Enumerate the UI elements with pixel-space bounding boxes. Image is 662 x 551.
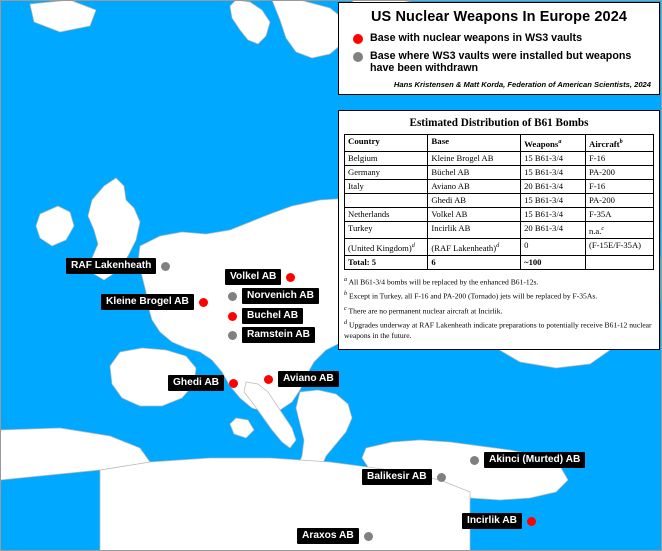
legend-item-gray-label: Base where WS3 vaults were installed but weapons have been withdrawn [370,49,632,74]
footnote-b: $^b$ Except in Turkey, all F-16 and PA-200 (Tornado) jets will be replaced by F-35As. [344,290,598,301]
source-credit: Hans Kristensen & Matt Korda, Federation of American Scientists, 2024 [393,79,651,89]
legend-item-gray [347,50,651,75]
base-marker-red-icon [527,517,536,526]
legend-item-red [347,32,651,45]
map-label-volkel-ab[interactable] [225,269,295,285]
base-marker-red-icon [264,375,273,384]
th-country: Country [345,135,428,152]
base-marker-red-icon [286,273,295,282]
map-label-text: Araxos AB [297,528,359,544]
map-label-raf-lakenheath[interactable] [66,258,170,274]
table-row: (United Kingdom)$^d$ (RAF Lakenheath)$^d$ 0 (F-15E/F-35A) [345,238,654,255]
map-label-norvenich-ab[interactable] [228,288,319,304]
map-label-text: Ramstein AB [242,327,315,343]
base-marker-gray-icon [470,456,479,465]
map-label-text: RAF Lakenheath [66,258,156,274]
base-marker-red-icon [229,379,238,388]
table-row: Netherlands Volkel AB 15 B61-3/4 F-35A [345,207,654,221]
table-row: Ghedi AB 15 B61-3/4 PA-200 [345,193,654,207]
base-marker-gray-icon [161,262,170,271]
table-footnotes [344,275,654,341]
footnote-a: $^a$ All B61-3/4 bombs will be replaced by the enhanced B61-12s. [344,275,539,287]
footnote-c: $^c$ There are no permanent nuclear aircraft at Incirlik. [344,304,503,316]
map-label-ramstein-ab[interactable] [228,327,315,343]
base-marker-gray-icon [228,331,237,340]
table-title: Estimated Distribution of B61 Bombs [409,117,589,129]
map-label-aviano-ab[interactable] [264,371,339,387]
map-label-araxos-ab[interactable] [297,528,373,544]
map-label-kleine-brogel-ab[interactable] [101,294,208,310]
map-label-text: Kleine Brogel AB [101,294,194,310]
legend-item-red-label: Base with nuclear weapons in WS3 vaults [370,32,583,44]
distribution-table [344,134,654,270]
table-total-row: Total: 5 6 ~100 [345,255,654,269]
gray-dot-icon [353,52,363,62]
map-label-text: Norvenich AB [242,288,319,304]
map-label-text: Akinci (Murted) AB [484,452,585,468]
base-marker-gray-icon [437,473,446,482]
map-label-text: Volkel AB [225,269,281,285]
legend-panel [338,2,660,95]
map-label-text: Incirlik AB [462,513,522,529]
base-marker-red-icon [228,312,237,321]
map-label-text: Balikesir AB [362,469,432,485]
th-aircraft: Aircraft$^b$ [585,135,653,152]
footnote-d: $^d$ Upgrades underway at RAF Lakenheath indicate preparations to potentially receive B61-12 nuclear weapons in the future. [344,319,652,340]
map-label-text: Buchel AB [242,308,303,324]
table-row: Italy Aviano AB 20 B61-3/4 F-16 [345,179,654,193]
base-marker-red-icon [199,298,208,307]
map-label-akinci-murted-ab[interactable] [470,452,585,468]
table-row: Belgium Kleine Brogel AB 15 B61-3/4 F-16 [345,151,654,165]
map-title: US Nuclear Weapons In Europe 2024 [370,9,628,25]
red-dot-icon [353,34,363,44]
table-row: Turkey Incirlik AB 20 B61-3/4 n.a.$^c$ [345,221,654,238]
base-marker-gray-icon [228,292,237,301]
th-weapons: Weapons$^a$ [521,135,586,152]
distribution-table-panel [338,110,660,350]
th-base: Base [428,135,521,152]
base-marker-gray-icon [364,532,373,541]
map-label-text: Ghedi AB [168,375,224,391]
map-label-ghedi-ab[interactable] [168,375,238,391]
map-label-buchel-ab[interactable] [228,308,303,324]
table-header-row [345,135,654,152]
map-label-balikesir-ab[interactable] [362,469,446,485]
map-label-text: Aviano AB [278,371,339,387]
map-label-incirlik-ab[interactable] [462,513,536,529]
table-row: Germany Büchel AB 15 B61-3/4 PA-200 [345,165,654,179]
